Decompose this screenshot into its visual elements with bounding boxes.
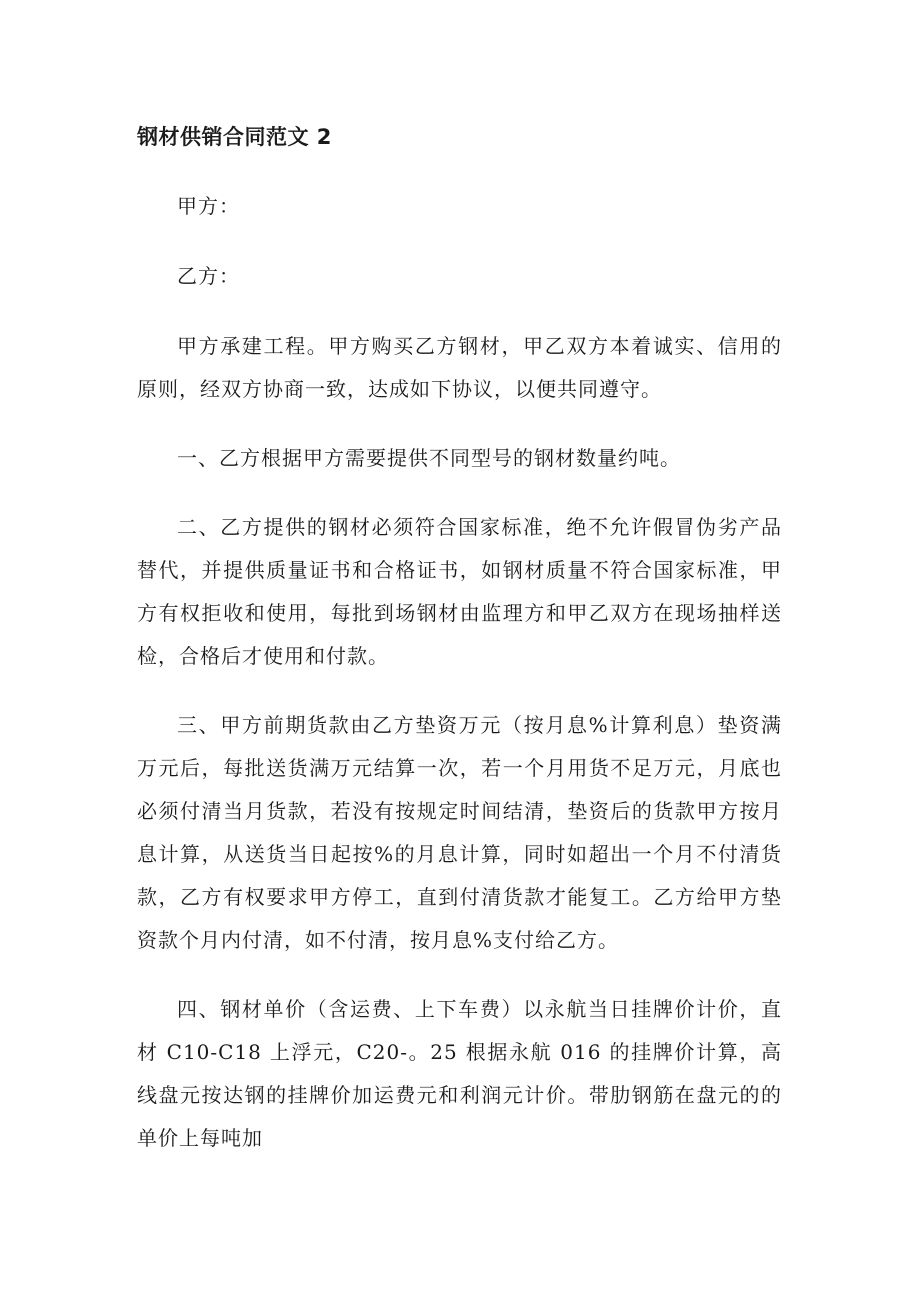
document-body (137, 185, 782, 1186)
clause-3-paragraph: 三、甲方前期货款由乙方垫资万元（按月息%计算利息）垫资满万元后，每批送货满万元结算一次，若一个月用货不足万元，月底也必须付清当月货款，若没有按规定时间结清，垫资后的货款甲方按月息计算，从送货当日起按%的月息计算，同时如超出一个月不付清货款，乙方有权要求甲方停工，直到付清货款才能复工。乙方给甲方垫资款个月内付清，如不付清，按月息%支付给乙方。 (137, 713, 782, 952)
party-a-line: 甲方： (177, 194, 240, 218)
preamble-paragraph: 甲方承建工程。甲方购买乙方钢材，甲乙双方本着诚实、信用的原则，经双方协商一致，达成如下协议，以便共同遵守。 (137, 334, 782, 401)
clause-2-paragraph: 二、乙方提供的钢材必须符合国家标准，绝不允许假冒伪劣产品替代，并提供质量证书和合格证书，如钢材质量不符合国家标准，甲方有权拒收和使用，每批到场钢材由监理方和甲乙双方在现场抽样送检，合格后才使用和付款。 (137, 515, 782, 668)
clause-4-paragraph: 四、钢材单价（含运费、上下车费）以永航当日挂牌价计价，直材 C10-C18 上浮元，C20-。25 根据永航 016 的挂牌价计算，高线盘元按达钢的挂牌价加运费元和利润元计价。带肋钢筋在盘元的的单价上每吨加 (137, 997, 782, 1150)
document-title: 钢材供销合同范文 2 (137, 125, 332, 149)
clause-1-paragraph: 一、乙方根据甲方需要提供不同型号的钢材数量约吨。 (177, 446, 681, 470)
party-b-line: 乙方： (177, 264, 240, 288)
